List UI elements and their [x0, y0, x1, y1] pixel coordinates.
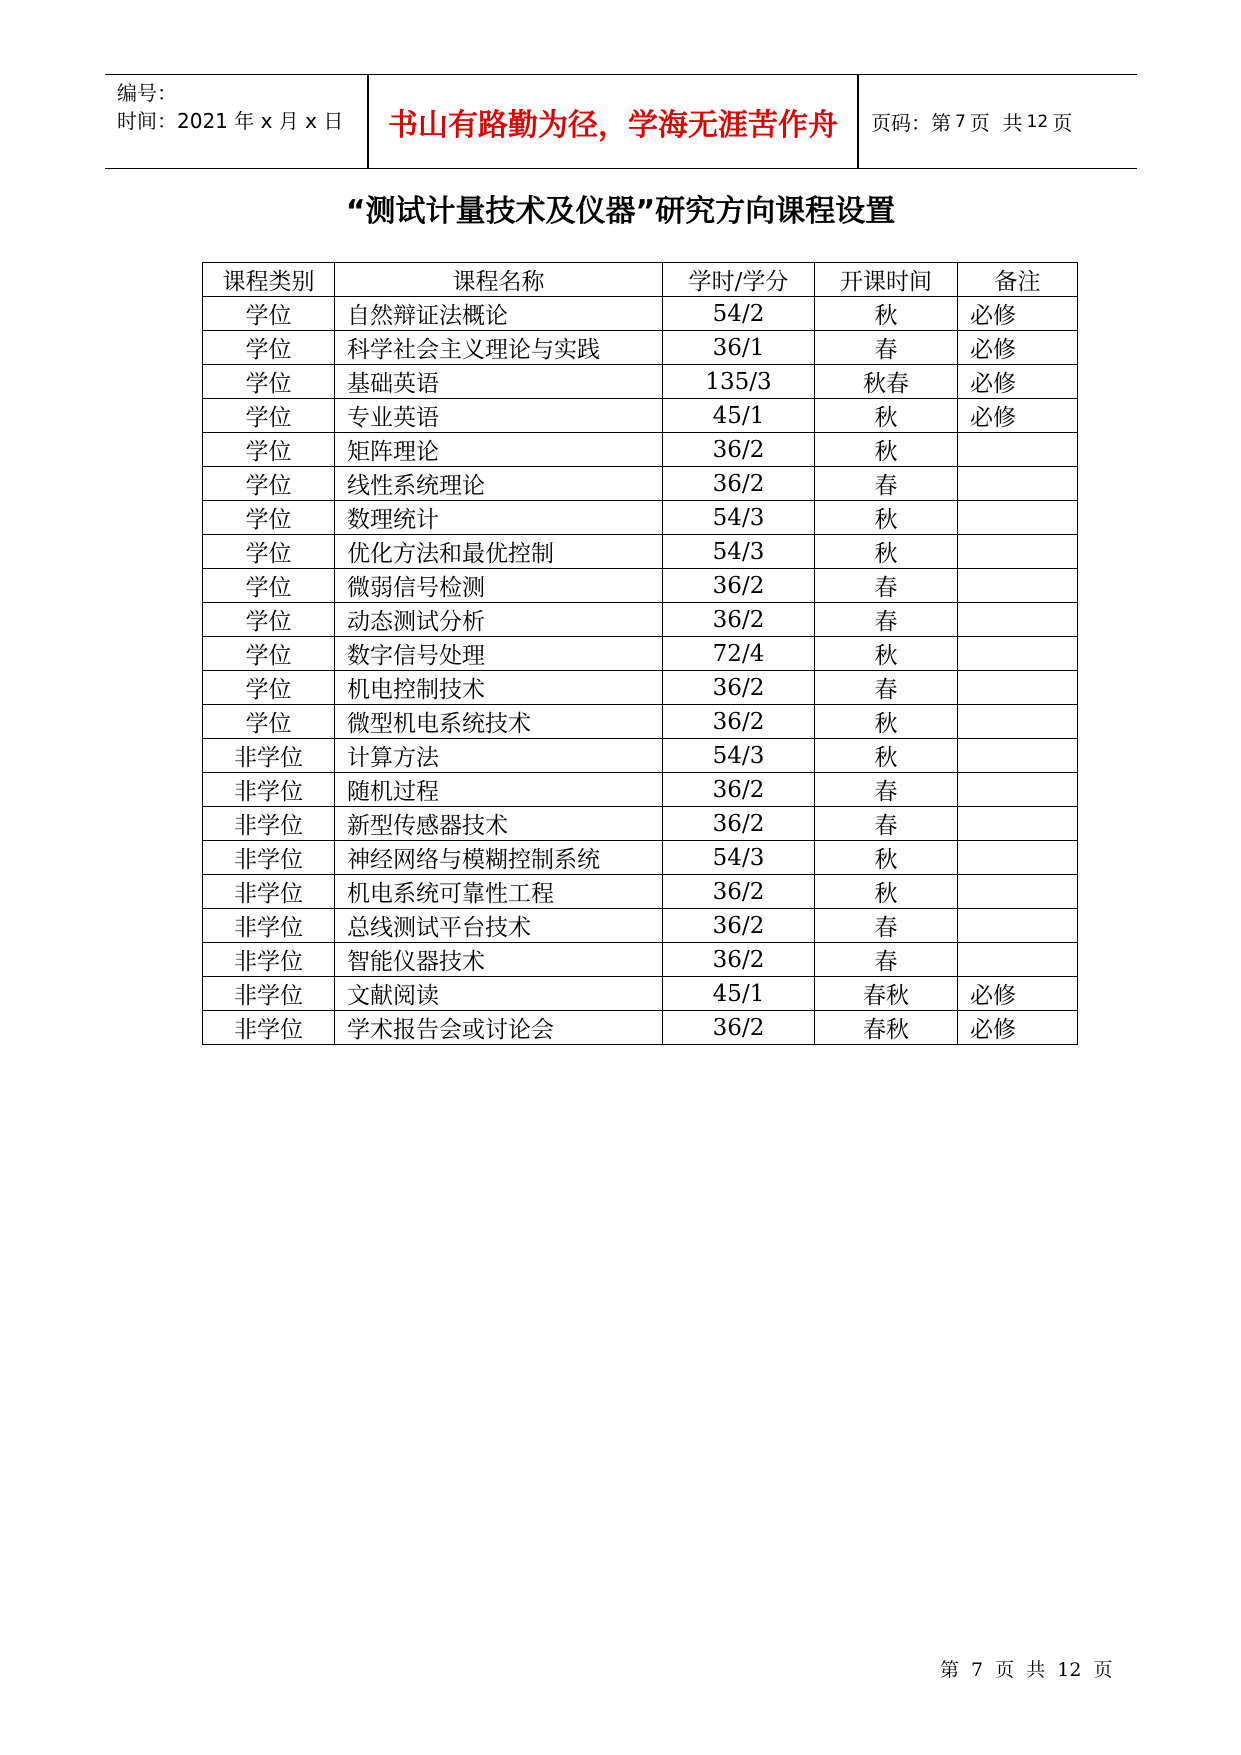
table-row — [203, 501, 1078, 535]
column-header-hours-credits: 学时/学分 — [663, 263, 815, 297]
document-date: 时间：2021 年 x 月 x 日 — [117, 109, 344, 133]
cell-hours-credits: 54/3 — [663, 739, 815, 773]
cell-hours-credits: 45/1 — [663, 399, 815, 433]
cell-remarks — [958, 875, 1078, 909]
table-row — [203, 331, 1078, 365]
cell-hours-credits: 54/3 — [663, 501, 815, 535]
cell-course-name: 基础英语 — [335, 365, 663, 399]
cell-term: 春 — [815, 671, 958, 705]
column-header-term: 开课时间 — [815, 263, 958, 297]
cell-course-name: 机电系统可靠性工程 — [335, 875, 663, 909]
table-row — [203, 909, 1078, 943]
page-prefix: 页码：第 — [871, 111, 951, 135]
cell-remarks: 必修 — [958, 399, 1078, 433]
cell-category: 学位 — [203, 467, 335, 501]
cell-remarks — [958, 807, 1078, 841]
cell-remarks — [958, 739, 1078, 773]
page-total: 12 — [1026, 111, 1049, 132]
cell-category: 非学位 — [203, 977, 335, 1011]
cell-term: 秋 — [815, 705, 958, 739]
cell-course-name: 数理统计 — [335, 501, 663, 535]
header-motto: 书山有路勤为径，学海无涯苦作舟 — [388, 107, 838, 143]
cell-term: 春 — [815, 943, 958, 977]
cell-remarks — [958, 535, 1078, 569]
cell-remarks — [958, 501, 1078, 535]
cell-remarks — [958, 569, 1078, 603]
table-header-row — [203, 263, 1078, 297]
cell-term: 秋 — [815, 501, 958, 535]
table-row — [203, 773, 1078, 807]
cell-remarks: 必修 — [958, 365, 1078, 399]
cell-course-name: 科学社会主义理论与实践 — [335, 331, 663, 365]
cell-term: 秋 — [815, 875, 958, 909]
cell-term: 春 — [815, 773, 958, 807]
table-row — [203, 365, 1078, 399]
cell-category: 非学位 — [203, 773, 335, 807]
cell-course-name: 优化方法和最优控制 — [335, 535, 663, 569]
cell-category: 学位 — [203, 671, 335, 705]
column-header-remarks: 备注 — [958, 263, 1078, 297]
cell-category: 学位 — [203, 399, 335, 433]
table-row — [203, 535, 1078, 569]
cell-term: 秋 — [815, 399, 958, 433]
table-row — [203, 1011, 1078, 1045]
cell-term: 春 — [815, 331, 958, 365]
cell-hours-credits: 36/2 — [663, 603, 815, 637]
cell-category: 学位 — [203, 501, 335, 535]
cell-hours-credits: 36/1 — [663, 331, 815, 365]
column-header-course-name: 课程名称 — [335, 263, 663, 297]
cell-category: 学位 — [203, 569, 335, 603]
cell-term: 春 — [815, 909, 958, 943]
cell-hours-credits: 45/1 — [663, 977, 815, 1011]
cell-course-name: 数字信号处理 — [335, 637, 663, 671]
cell-term: 秋 — [815, 637, 958, 671]
cell-hours-credits: 36/2 — [663, 671, 815, 705]
cell-category: 学位 — [203, 603, 335, 637]
cell-remarks — [958, 671, 1078, 705]
cell-hours-credits: 36/2 — [663, 943, 815, 977]
cell-remarks — [958, 943, 1078, 977]
cell-course-name: 新型传感器技术 — [335, 807, 663, 841]
cell-term: 秋 — [815, 433, 958, 467]
document-number-label: 编号： — [117, 81, 177, 105]
table-row — [203, 739, 1078, 773]
cell-remarks — [958, 841, 1078, 875]
page-footer: 第 7 页 共 12 页 — [940, 1659, 1113, 1681]
cell-course-name: 动态测试分析 — [335, 603, 663, 637]
table-row — [203, 841, 1078, 875]
cell-hours-credits: 36/2 — [663, 773, 815, 807]
cell-remarks: 必修 — [958, 1011, 1078, 1045]
cell-term: 春秋 — [815, 977, 958, 1011]
cell-remarks — [958, 909, 1078, 943]
cell-hours-credits: 36/2 — [663, 569, 815, 603]
cell-hours-credits: 36/2 — [663, 433, 815, 467]
header-page-info — [871, 75, 1072, 168]
cell-remarks — [958, 467, 1078, 501]
cell-category: 非学位 — [203, 841, 335, 875]
page-current: 7 — [955, 111, 966, 132]
page-mid: 页 共 — [969, 111, 1023, 135]
cell-category: 非学位 — [203, 909, 335, 943]
cell-remarks: 必修 — [958, 977, 1078, 1011]
header-divider — [857, 75, 859, 168]
cell-term: 春秋 — [815, 1011, 958, 1045]
cell-category: 非学位 — [203, 807, 335, 841]
header-meta — [117, 79, 367, 135]
cell-remarks — [958, 603, 1078, 637]
cell-category: 非学位 — [203, 943, 335, 977]
cell-hours-credits: 54/2 — [663, 297, 815, 331]
table-row — [203, 943, 1078, 977]
table-row — [203, 875, 1078, 909]
cell-hours-credits: 54/3 — [663, 841, 815, 875]
cell-category: 非学位 — [203, 739, 335, 773]
table-row — [203, 637, 1078, 671]
page-header — [105, 74, 1137, 169]
cell-category: 学位 — [203, 297, 335, 331]
cell-remarks: 必修 — [958, 331, 1078, 365]
cell-category: 学位 — [203, 331, 335, 365]
cell-category: 学位 — [203, 535, 335, 569]
table-row — [203, 705, 1078, 739]
cell-term: 秋 — [815, 739, 958, 773]
cell-course-name: 随机过程 — [335, 773, 663, 807]
cell-hours-credits: 36/2 — [663, 1011, 815, 1045]
cell-hours-credits: 36/2 — [663, 705, 815, 739]
cell-hours-credits: 36/2 — [663, 909, 815, 943]
page-suffix: 页 — [1052, 111, 1073, 135]
cell-course-name: 机电控制技术 — [335, 671, 663, 705]
table-body — [203, 297, 1078, 1045]
cell-term: 秋 — [815, 535, 958, 569]
cell-term: 秋春 — [815, 365, 958, 399]
table-row — [203, 433, 1078, 467]
table-row — [203, 399, 1078, 433]
column-header-category: 课程类别 — [203, 263, 335, 297]
cell-course-name: 矩阵理论 — [335, 433, 663, 467]
cell-hours-credits: 36/2 — [663, 875, 815, 909]
cell-category: 非学位 — [203, 875, 335, 909]
cell-course-name: 计算方法 — [335, 739, 663, 773]
table-row — [203, 671, 1078, 705]
cell-hours-credits: 36/2 — [663, 807, 815, 841]
table-row — [203, 297, 1078, 331]
table-row — [203, 467, 1078, 501]
cell-term: 春 — [815, 603, 958, 637]
cell-course-name: 自然辩证法概论 — [335, 297, 663, 331]
course-table — [202, 262, 1078, 1045]
cell-category: 非学位 — [203, 1011, 335, 1045]
cell-course-name: 文献阅读 — [335, 977, 663, 1011]
cell-course-name: 神经网络与模糊控制系统 — [335, 841, 663, 875]
cell-remarks — [958, 433, 1078, 467]
cell-course-name: 智能仪器技术 — [335, 943, 663, 977]
cell-hours-credits: 54/3 — [663, 535, 815, 569]
cell-category: 学位 — [203, 705, 335, 739]
cell-category: 学位 — [203, 433, 335, 467]
cell-course-name: 总线测试平台技术 — [335, 909, 663, 943]
cell-course-name: 线性系统理论 — [335, 467, 663, 501]
cell-term: 秋 — [815, 841, 958, 875]
cell-hours-credits: 36/2 — [663, 467, 815, 501]
cell-remarks — [958, 705, 1078, 739]
cell-term: 春 — [815, 807, 958, 841]
cell-course-name: 学术报告会或讨论会 — [335, 1011, 663, 1045]
cell-hours-credits: 135/3 — [663, 365, 815, 399]
cell-term: 秋 — [815, 297, 958, 331]
cell-term: 春 — [815, 467, 958, 501]
cell-course-name: 微型机电系统技术 — [335, 705, 663, 739]
table-row — [203, 807, 1078, 841]
cell-category: 学位 — [203, 637, 335, 671]
table-row — [203, 603, 1078, 637]
cell-course-name: 微弱信号检测 — [335, 569, 663, 603]
cell-hours-credits: 72/4 — [663, 637, 815, 671]
page-title: “测试计量技术及仪器”研究方向课程设置 — [345, 194, 896, 229]
cell-term: 春 — [815, 569, 958, 603]
table-row — [203, 977, 1078, 1011]
cell-remarks — [958, 773, 1078, 807]
cell-course-name: 专业英语 — [335, 399, 663, 433]
cell-remarks — [958, 637, 1078, 671]
cell-category: 学位 — [203, 365, 335, 399]
cell-remarks: 必修 — [958, 297, 1078, 331]
table-row — [203, 569, 1078, 603]
